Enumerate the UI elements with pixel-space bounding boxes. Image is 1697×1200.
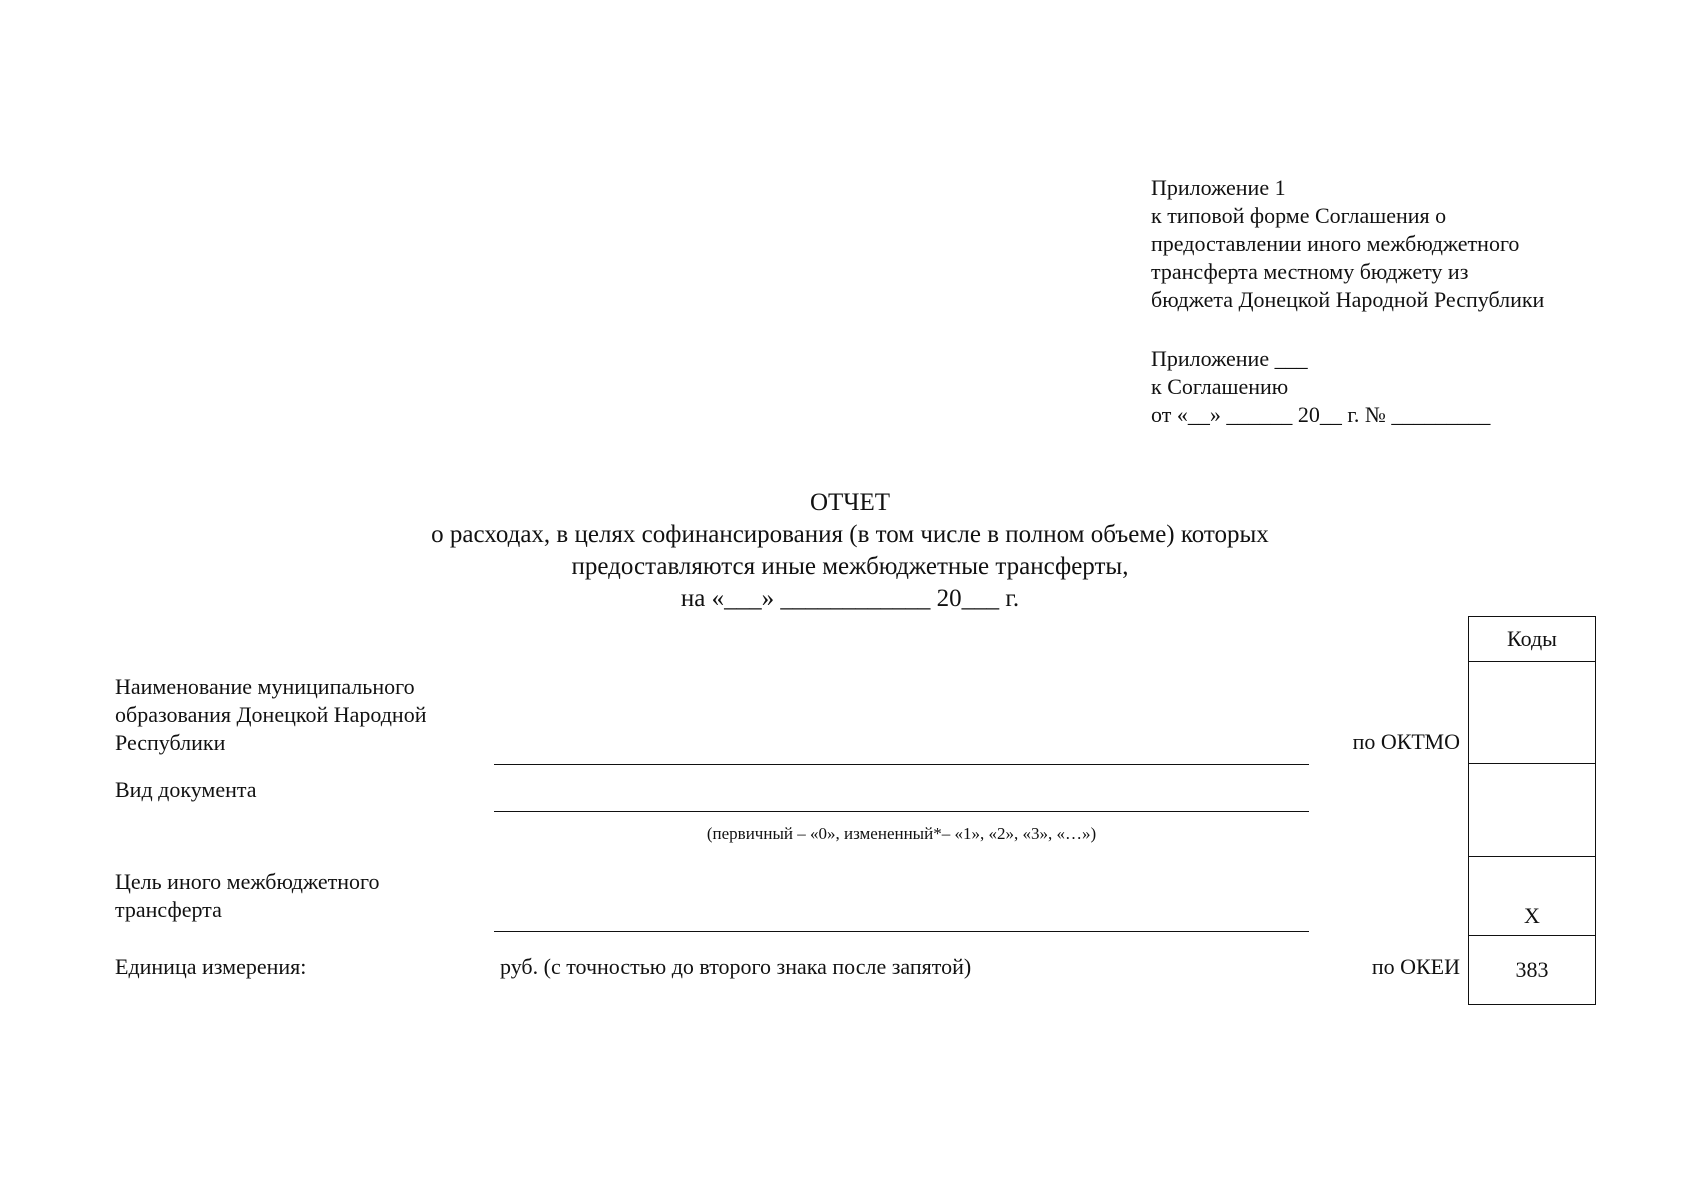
doc-type-code-cell[interactable]: [1469, 764, 1596, 857]
unit-label: Единица измерения:: [115, 954, 307, 979]
doc-type-input-line[interactable]: [494, 811, 1309, 812]
okei-label: по ОКЕИ: [1371, 954, 1460, 979]
appendix-line: Приложение 1: [1151, 175, 1286, 200]
purpose-input-line[interactable]: [494, 931, 1309, 932]
unit-value: руб. (с точностью до второго знака после запятой): [500, 954, 972, 979]
municipality-label-line: Республики: [115, 730, 226, 755]
okei-code-cell: 383: [1469, 936, 1596, 1005]
oktmo-row: [1469, 662, 1596, 764]
municipality-label-line: образования Донецкой Народной: [115, 702, 427, 727]
report-subtitle-line: о расходах, в целях софинансирования (в том числе в полном объеме) которых: [431, 521, 1269, 548]
appendix-line: бюджета Донецкой Народной Республики: [1151, 287, 1545, 312]
purpose-label-line: Цель иного межбюджетного: [115, 869, 380, 894]
doc-type-label: Вид документа: [115, 777, 257, 802]
report-subtitle-line: предоставляются иные межбюджетные трансферты,: [571, 553, 1129, 580]
purpose-label: [115, 868, 380, 924]
purpose-code-cell: X: [1469, 857, 1596, 936]
agreement-line: к Соглашению: [1151, 374, 1289, 399]
report-date-line: на «___» ____________ 20___ г.: [680, 585, 1020, 612]
okei-row: [1469, 936, 1596, 1005]
codes-header-row: [1469, 617, 1596, 662]
agreement-line: от «__» ______ 20__ г. № _________: [1151, 402, 1491, 427]
municipality-label: [115, 673, 426, 757]
report-heading: ОТЧЕТ: [809, 489, 891, 516]
appendix-line: трансферта местному бюджету из: [1151, 259, 1469, 284]
municipality-input-line[interactable]: [494, 764, 1309, 765]
appendix-line: к типовой форме Соглашения о: [1151, 203, 1447, 228]
municipality-label-line: Наименование муниципального: [115, 674, 415, 699]
codes-table: [1468, 616, 1596, 1005]
appendix-line: предоставлении иного межбюджетного: [1151, 231, 1520, 256]
purpose-row: [1469, 857, 1596, 936]
report-title: [300, 487, 1400, 615]
purpose-label-line: трансферта: [115, 897, 222, 922]
doc-type-hint: (первичный – «0», измененный*– «1», «2», «3», «…»): [706, 824, 1097, 843]
oktmo-code-cell[interactable]: [1469, 662, 1596, 764]
agreement-line: Приложение ___: [1151, 346, 1308, 371]
agreement-reference: [1151, 345, 1671, 429]
doc-type-row: [1469, 764, 1596, 857]
codes-header: Коды: [1469, 617, 1596, 662]
oktmo-label: по ОКТМО: [1352, 729, 1460, 754]
appendix-reference: [1151, 174, 1671, 314]
